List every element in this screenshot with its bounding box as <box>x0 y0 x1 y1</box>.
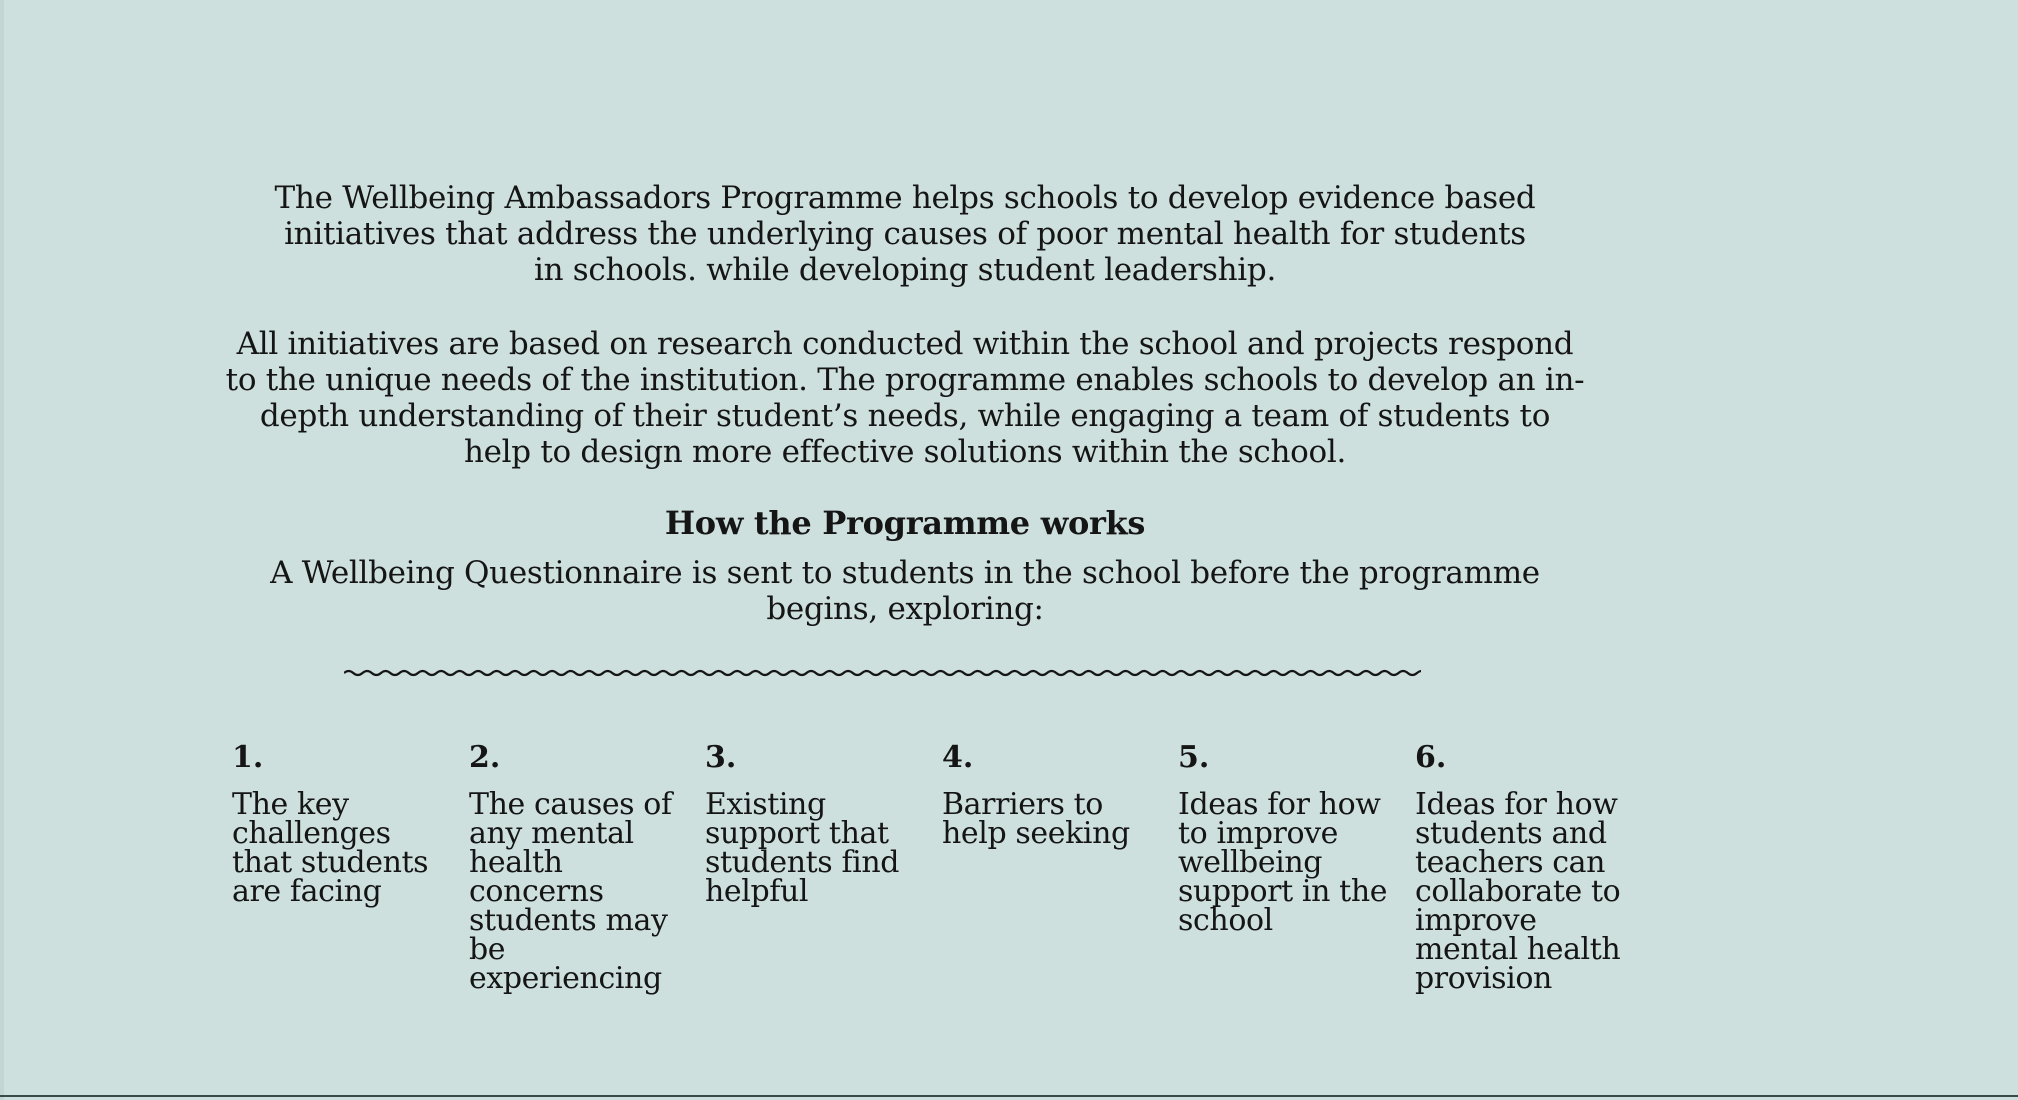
item-number: 5. <box>1178 740 1210 775</box>
questionnaire-description-text: A Wellbeing Questionnaire is sent to students in the school before the programme begins, exploring: <box>270 555 1540 627</box>
item-text: The causes of any mental health concerns students may be experiencing <box>469 787 672 996</box>
list-item <box>469 738 684 996</box>
bottom-rule <box>0 1095 2018 1097</box>
item-text: Barriers to help seeking <box>942 787 1130 851</box>
list-item <box>705 738 920 909</box>
item-text: Ideas for how to improve wellbeing support in the school <box>1178 787 1388 938</box>
item-text: Ideas for how students and teachers can collaborate to improve mental health provision <box>1415 787 1621 996</box>
questionnaire-description <box>200 555 1610 627</box>
wavy-divider <box>344 662 1421 684</box>
intro-paragraph-1-text: The Wellbeing Ambassadors Programme helps schools to develop evidence based initiatives that address the underlying causes of poor mental health for students in schools. while developing student leadership. <box>274 180 1536 288</box>
item-text: Existing support that students find helpful <box>705 787 900 909</box>
list-item <box>942 738 1157 851</box>
section-heading: How the Programme works <box>664 504 1146 542</box>
intro-paragraph-2-text: All initiatives are based on research conducted within the school and projects respond to the unique needs of the institution. The programme enables schools to develop an in-depth understanding of their student’s needs, while engaging a team of students to help to design more effective solutions within the school. <box>225 326 1585 470</box>
intro-paragraph-2 <box>200 326 1610 470</box>
item-text: The key challenges that students are facing <box>232 787 429 909</box>
list-item <box>1415 738 1630 996</box>
item-number: 1. <box>232 740 264 775</box>
list-item <box>1178 738 1393 938</box>
left-edge <box>0 0 4 1100</box>
item-number: 4. <box>942 740 974 775</box>
intro-paragraph-1 <box>200 180 1610 288</box>
item-number: 3. <box>705 740 737 775</box>
list-item <box>232 738 447 909</box>
item-number: 6. <box>1415 740 1447 775</box>
item-number: 2. <box>469 740 501 775</box>
